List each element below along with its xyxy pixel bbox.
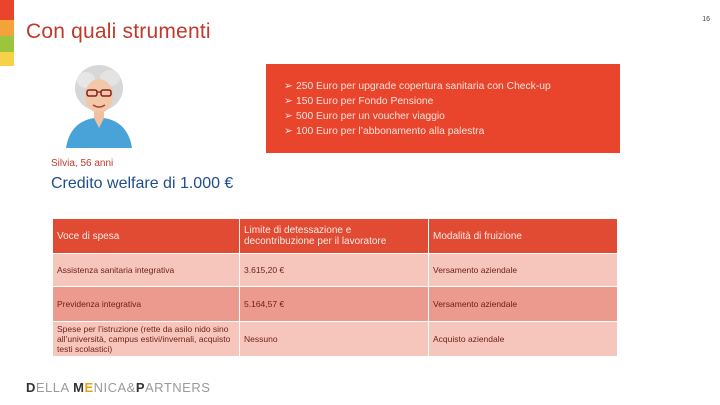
bullet-item <box>284 109 620 124</box>
credit-title: Credito welfare di 1.000 € <box>51 175 234 192</box>
header-modalita: Modalità di fruizione <box>429 219 618 254</box>
woman-portrait-image <box>56 58 142 148</box>
arrow-bullet-icon: ➢ <box>284 81 293 92</box>
bullet-text: 100 Euro per l’abbonamento alla palestra <box>296 126 485 137</box>
header-voce-di-spesa: Voce di spesa <box>53 219 240 254</box>
bullet-item <box>284 124 620 139</box>
table-row <box>53 322 618 357</box>
color-strip-yellow <box>0 52 14 66</box>
color-strip-green <box>0 36 14 52</box>
bullet-item <box>284 94 620 109</box>
slide-title: Con quali strumenti <box>26 20 211 43</box>
header-limite: Limite di detessazione e decontribuzione per il lavoratore <box>240 219 429 254</box>
arrow-bullet-icon: ➢ <box>284 111 293 122</box>
table-cell: Nessuno <box>240 322 429 357</box>
bullet-text: 150 Euro per Fondo Pensione <box>296 96 434 107</box>
arrow-bullet-icon: ➢ <box>284 126 293 137</box>
company-logo: DELLA MENICA&PARTNERS <box>26 380 211 395</box>
bullet-item <box>284 79 620 94</box>
bullet-text: 500 Euro per un voucher viaggio <box>296 111 445 122</box>
table-row <box>53 287 618 322</box>
color-strip-orange <box>0 20 14 36</box>
table-cell: Assistenza sanitaria integrativa <box>53 254 240 287</box>
table-header-row <box>53 219 618 254</box>
person-caption: Silvia, 56 anni <box>51 158 114 169</box>
table-cell: Versamento aziendale <box>429 287 618 322</box>
table-cell: 5.164,57 € <box>240 287 429 322</box>
table-row <box>53 254 618 287</box>
arrow-bullet-icon: ➢ <box>284 96 293 107</box>
table-cell: 3.615,20 € <box>240 254 429 287</box>
bullet-list <box>284 79 620 139</box>
table-cell: Spese per l’istruzione (rette da asilo nido sino all’università, campus estivi/invernali, acquisto testi scolastici) <box>53 322 240 357</box>
bullet-text: 250 Euro per upgrade copertura sanitaria con Check-up <box>296 81 551 92</box>
page-number: 16 <box>702 16 710 23</box>
table-cell: Previdenza integrativa <box>53 287 240 322</box>
bullet-box <box>266 64 620 153</box>
welfare-table <box>52 218 618 357</box>
table-cell: Versamento aziendale <box>429 254 618 287</box>
color-strip-red <box>0 0 14 20</box>
table-cell: Acquisto aziendale <box>429 322 618 357</box>
